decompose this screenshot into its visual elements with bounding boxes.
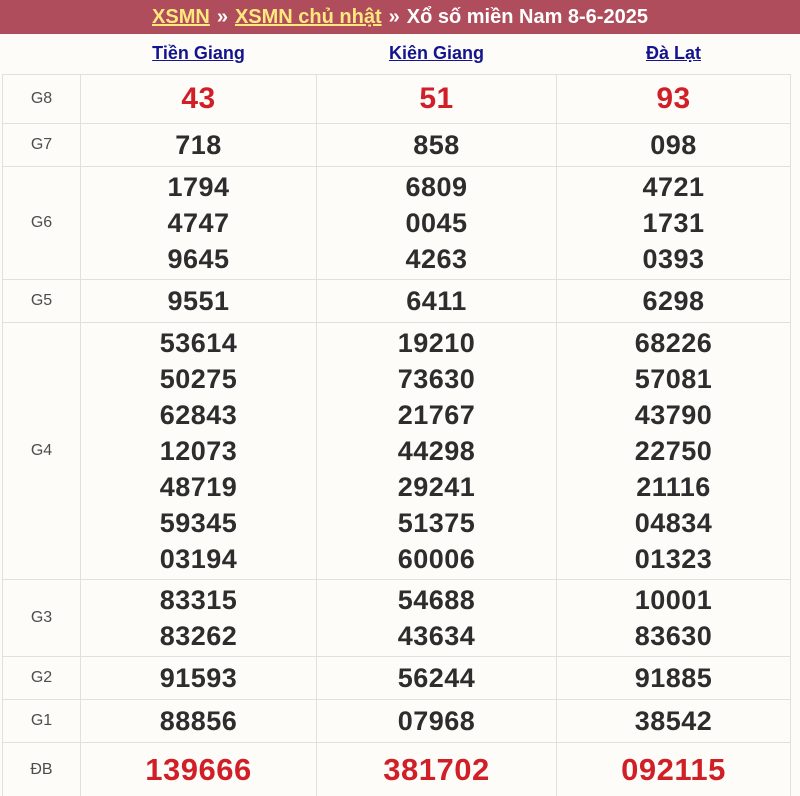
- result-cell-tien-giang: [81, 123, 317, 166]
- result-number: 83262: [159, 620, 238, 651]
- result-number: 83630: [634, 620, 713, 651]
- result-cell-kien-giang: [317, 699, 557, 742]
- result-number: 19210: [397, 327, 476, 358]
- result-number: 12073: [159, 435, 238, 466]
- result-number: 21767: [397, 399, 476, 430]
- result-cell-da-lat: [557, 123, 791, 166]
- prize-label: G7: [3, 123, 81, 166]
- result-number: 56244: [397, 662, 476, 693]
- result-cell-da-lat: [557, 74, 791, 123]
- table-header-row: [3, 34, 791, 74]
- result-cell-tien-giang: [81, 742, 317, 796]
- result-number: 01323: [634, 543, 713, 574]
- result-number: 22750: [634, 435, 713, 466]
- result-number: 88856: [159, 705, 238, 736]
- result-number: 139666: [145, 751, 252, 787]
- result-number: 1794: [167, 171, 230, 202]
- result-number: 43634: [397, 620, 476, 651]
- result-number: 91885: [634, 662, 713, 693]
- result-number: 1731: [642, 207, 705, 238]
- result-cell-da-lat: [557, 699, 791, 742]
- result-number: 9645: [167, 243, 230, 274]
- prize-label: G5: [3, 279, 81, 322]
- prize-row-g8: [3, 74, 791, 123]
- prize-label: G3: [3, 579, 81, 656]
- result-number: 60006: [397, 543, 476, 574]
- results-body: [3, 74, 791, 796]
- column-header-kien-giang: [317, 34, 557, 74]
- result-cell-kien-giang: [317, 579, 557, 656]
- prize-label: G1: [3, 699, 81, 742]
- result-number: 51: [419, 81, 454, 115]
- result-cell-kien-giang: [317, 656, 557, 699]
- result-number: 9551: [167, 285, 230, 316]
- result-number: 62843: [159, 399, 238, 430]
- result-cell-tien-giang: [81, 279, 317, 322]
- prize-row-g1: [3, 699, 791, 742]
- result-number: 59345: [159, 507, 238, 538]
- result-number: 38542: [634, 705, 713, 736]
- result-number: 93: [656, 81, 691, 115]
- result-cell-tien-giang: [81, 699, 317, 742]
- result-number: 43: [181, 81, 216, 115]
- prize-label: G6: [3, 166, 81, 279]
- result-number: 68226: [634, 327, 713, 358]
- result-cell-kien-giang: [317, 279, 557, 322]
- result-number: 6411: [406, 285, 467, 316]
- prize-row-g2: [3, 656, 791, 699]
- result-cell-kien-giang: [317, 123, 557, 166]
- prize-row-g6: [3, 166, 791, 279]
- page-title: Xổ số miền Nam 8-6-2025: [406, 5, 648, 28]
- prize-label: G2: [3, 656, 81, 699]
- result-cell-tien-giang: [81, 579, 317, 656]
- result-cell-kien-giang: [317, 166, 557, 279]
- results-table: [2, 34, 791, 796]
- result-number: 4263: [405, 243, 468, 274]
- result-number: 07968: [397, 705, 476, 736]
- result-cell-kien-giang: [317, 322, 557, 579]
- result-number: 29241: [397, 471, 476, 502]
- result-cell-da-lat: [557, 656, 791, 699]
- result-cell-kien-giang: [317, 742, 557, 796]
- result-cell-tien-giang: [81, 166, 317, 279]
- breadcrumb-separator: »: [216, 5, 228, 28]
- column-header-da-lat: [557, 34, 791, 74]
- result-number: 10001: [634, 584, 713, 615]
- result-number: 098: [650, 129, 697, 160]
- result-number: 48719: [159, 471, 238, 502]
- prize-label: G8: [3, 74, 81, 123]
- breadcrumb-link-xsmn[interactable]: XSMN: [152, 5, 210, 28]
- result-number: 54688: [397, 584, 476, 615]
- result-number: 21116: [636, 471, 711, 502]
- prize-row-g4: [3, 322, 791, 579]
- prize-row-db: [3, 742, 791, 796]
- corner-cell: [3, 34, 81, 74]
- result-number: 53614: [159, 327, 238, 358]
- result-number: 092115: [621, 751, 726, 787]
- column-link-da-lat[interactable]: Đà Lạt: [645, 43, 701, 64]
- results-table-wrapper: [2, 34, 790, 796]
- result-number: 4747: [167, 207, 230, 238]
- result-number: 73630: [397, 363, 476, 394]
- column-link-kien-giang[interactable]: Kiên Giang: [388, 43, 484, 64]
- result-cell-tien-giang: [81, 74, 317, 123]
- prize-label: ĐB: [3, 742, 81, 796]
- result-cell-da-lat: [557, 579, 791, 656]
- result-cell-tien-giang: [81, 322, 317, 579]
- prize-row-g5: [3, 279, 791, 322]
- result-number: 0393: [642, 243, 705, 274]
- result-cell-da-lat: [557, 742, 791, 796]
- breadcrumb-separator: »: [388, 5, 400, 28]
- result-number: 858: [413, 129, 460, 160]
- result-number: 51375: [397, 507, 476, 538]
- result-number: 6809: [405, 171, 468, 202]
- result-number: 44298: [397, 435, 476, 466]
- prize-row-g7: [3, 123, 791, 166]
- breadcrumb-link-xsmn-chu-nhat[interactable]: XSMN chủ nhật: [234, 5, 382, 28]
- prize-row-g3: [3, 579, 791, 656]
- result-cell-tien-giang: [81, 656, 317, 699]
- result-cell-da-lat: [557, 279, 791, 322]
- result-cell-kien-giang: [317, 74, 557, 123]
- result-number: 03194: [159, 543, 238, 574]
- result-number: 6298: [642, 285, 705, 316]
- result-number: 4721: [642, 171, 705, 202]
- result-number: 381702: [383, 751, 490, 787]
- result-number: 91593: [159, 662, 238, 693]
- result-cell-da-lat: [557, 322, 791, 579]
- result-number: 50275: [159, 363, 238, 394]
- result-number: 43790: [634, 399, 713, 430]
- result-number: 83315: [159, 584, 238, 615]
- result-cell-da-lat: [557, 166, 791, 279]
- result-number: 57081: [634, 363, 713, 394]
- result-number: 718: [175, 129, 222, 160]
- result-number: 0045: [405, 207, 468, 238]
- result-number: 04834: [634, 507, 713, 538]
- column-link-tien-giang[interactable]: Tiền Giang: [152, 43, 245, 64]
- breadcrumb: [0, 0, 800, 34]
- column-header-tien-giang: [81, 34, 317, 74]
- prize-label: G4: [3, 322, 81, 579]
